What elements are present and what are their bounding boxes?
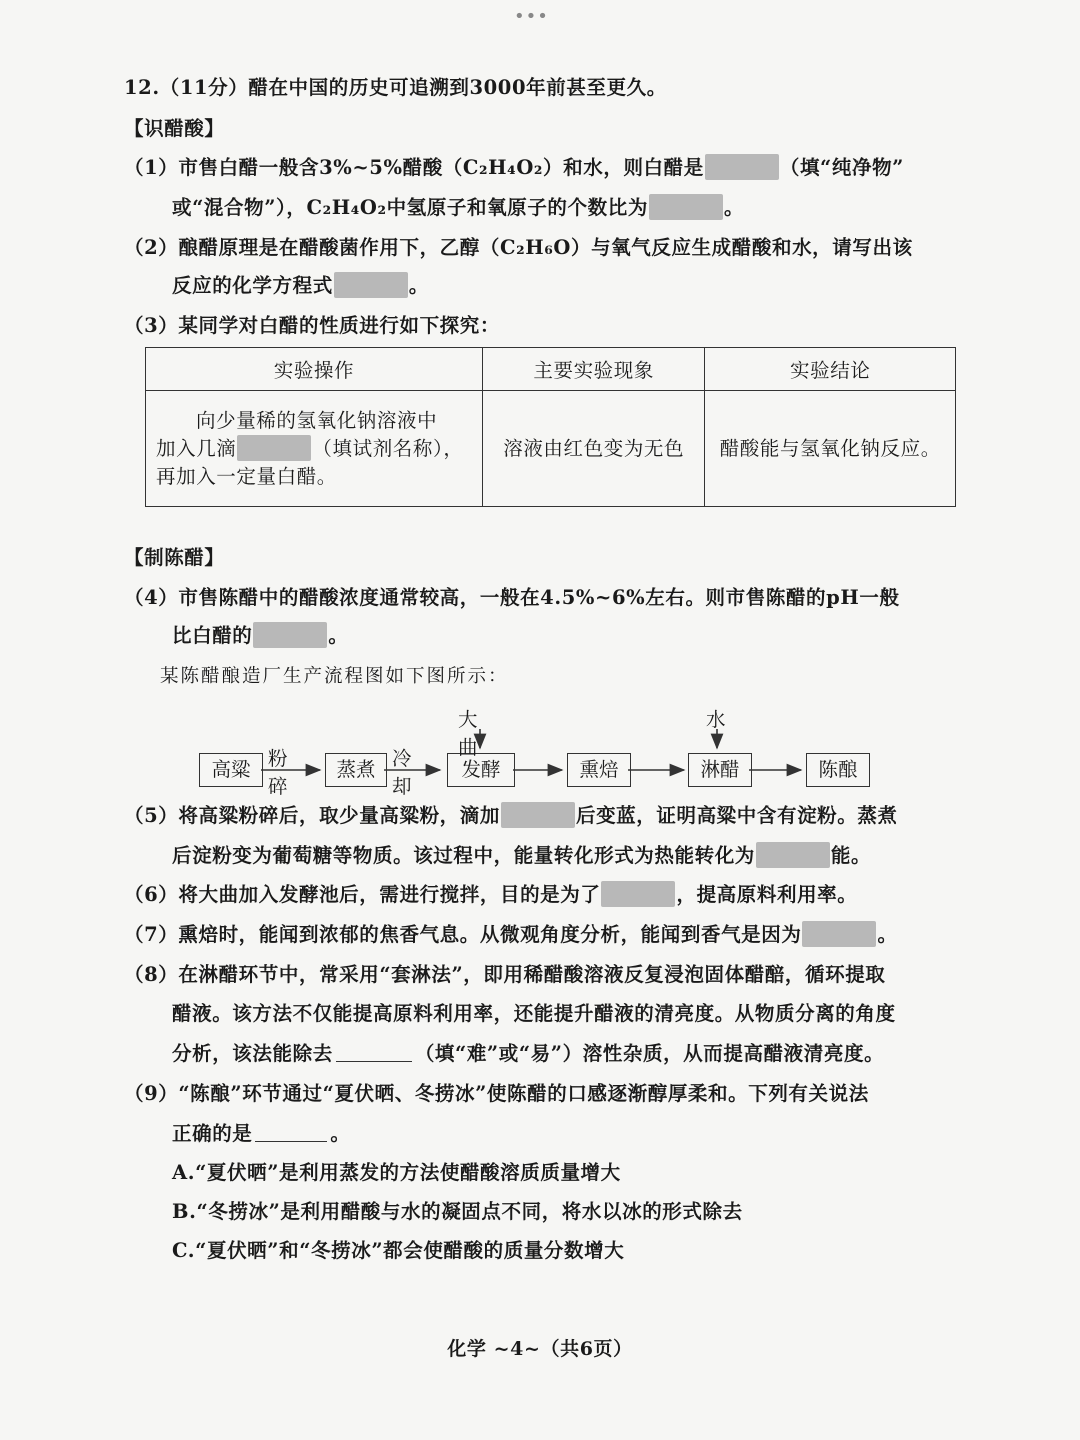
table-header-conclusion: 实验结论 bbox=[705, 348, 956, 391]
q8-line3 bbox=[172, 1040, 884, 1068]
q3-line1: （3）某同学对白醋的性质进行如下探究： bbox=[124, 314, 500, 337]
flow-step-ferment: 发酵 bbox=[447, 753, 515, 787]
operation-line3: 再加入一定量白醋。 bbox=[156, 464, 337, 488]
q1-text-c: 或“混合物”），C₂H₄O₂中氢原子和氧原子的个数比为 bbox=[172, 196, 648, 219]
answer-blank-8[interactable] bbox=[802, 921, 876, 947]
flow-caption: 某陈醋酿造厂生产流程图如下图所示： bbox=[160, 666, 509, 687]
section-title-make-vinegar: 【制陈醋】 bbox=[124, 546, 225, 569]
q5-line2 bbox=[172, 842, 871, 870]
table-cell-conclusion: 醋酸能与氢氧化钠反应。 bbox=[705, 391, 956, 507]
q8-text-a: 分析，该法能除去 bbox=[172, 1042, 333, 1065]
flow-step-sorghum: 高粱 bbox=[199, 753, 263, 787]
q4-text-a: 比白醋的 bbox=[172, 624, 253, 647]
q7-text-b: 。 bbox=[877, 923, 898, 946]
q7-line bbox=[124, 921, 898, 949]
page-footer: 化学 ~4~（共6页） bbox=[447, 1338, 633, 1360]
q9-option-c: C.“夏伏晒”和“冬捞冰”都会使醋酸的质量分数增大 bbox=[172, 1239, 625, 1262]
q9-line2 bbox=[172, 1120, 351, 1148]
table-cell-phenomenon: 溶液由红色变为无色 bbox=[482, 391, 705, 507]
q1-text-b: （填“纯净物” bbox=[779, 156, 904, 179]
flow-label-crush: 粉碎 bbox=[268, 747, 288, 798]
q5-text-b: 后变蓝，证明高粱中含有淀粉。蒸煮 bbox=[575, 804, 898, 827]
q8-line1: （8）在淋醋环节中，常采用“套淋法”，即用稀醋酸溶液反复浸泡固体醋醅，循环提取 bbox=[124, 963, 886, 986]
table-header-phenomenon: 主要实验现象 bbox=[482, 348, 705, 391]
q7-text-a: （7）熏焙时，能闻到浓郁的焦香气息。从微观角度分析，能闻到香气是因为 bbox=[124, 923, 802, 946]
flow-step-steam: 蒸煮 bbox=[325, 753, 387, 787]
flow-step-drip: 淋醋 bbox=[688, 753, 752, 787]
q5-line1 bbox=[124, 802, 898, 830]
operation-line1: 向少量稀的氢氧化钠溶液中 bbox=[196, 408, 438, 432]
operation-text-a: 加入几滴 bbox=[156, 436, 237, 460]
flow-input-water: 水 bbox=[706, 708, 726, 731]
question-title: 12.（11分）醋在中国的历史可追溯到3000年前甚至更久。 bbox=[124, 76, 667, 99]
q2-text-b: 。 bbox=[408, 274, 429, 297]
q6-line bbox=[124, 881, 857, 909]
q9-text-a: 正确的是 bbox=[172, 1122, 253, 1145]
answer-blank-6[interactable] bbox=[756, 842, 830, 868]
answer-blank-5[interactable] bbox=[501, 802, 575, 828]
q2-text-a: 反应的化学方程式 bbox=[172, 274, 333, 297]
section-title-identify-vinegar: 【识醋酸】 bbox=[124, 117, 225, 140]
flow-label-cool: 冷却 bbox=[392, 747, 412, 798]
q9-text-b: 。 bbox=[330, 1122, 351, 1145]
q6-text-b: ，提高原料利用率。 bbox=[676, 883, 858, 906]
q8-line2: 醋液。该方法不仅能提高原料利用率，还能提升醋液的清亮度。从物质分离的角度 bbox=[172, 1002, 896, 1025]
q4-text-b: 。 bbox=[328, 624, 349, 647]
q9-option-a: A.“夏伏晒”是利用蒸发的方法使醋酸溶质质量增大 bbox=[172, 1161, 621, 1184]
flow-step-bake: 熏焙 bbox=[567, 753, 631, 787]
answer-underline-q8[interactable] bbox=[336, 1043, 412, 1062]
q9-option-b: B.“冬捞冰”是利用醋酸与水的凝固点不同，将水以冰的形式除去 bbox=[172, 1200, 743, 1223]
q6-text-a: （6）将大曲加入发酵池后，需进行搅拌，目的是为了 bbox=[124, 883, 601, 906]
operation-text-b: （填试剂名称）， bbox=[312, 436, 464, 460]
q1-text-d: 。 bbox=[723, 196, 745, 219]
answer-underline-q9[interactable] bbox=[255, 1123, 327, 1142]
q4-line1: （4）市售陈醋中的醋酸浓度通常较高，一般在4.5%~6%左右。则市售陈醋的pH一般 bbox=[124, 586, 900, 609]
q2-line1: （2）酿醋原理是在醋酸菌作用下，乙醇（C₂H₆O）与氧气反应生成醋酸和水，请写出该 bbox=[124, 236, 913, 259]
q8-text-b: （填“难”或“易”）溶性杂质，从而提高醋液清亮度。 bbox=[414, 1042, 885, 1065]
q9-line1: （9）“陈酿”环节通过“夏伏晒、冬捞冰”使陈醋的口感逐渐醇厚柔和。下列有关说法 bbox=[124, 1082, 869, 1105]
table-header-operation: 实验操作 bbox=[146, 348, 483, 391]
answer-blank-7[interactable] bbox=[601, 881, 675, 907]
q5-text-a: （5）将高粱粉碎后，取少量高粱粉，滴加 bbox=[124, 804, 500, 827]
flow-step-age: 陈酿 bbox=[806, 753, 870, 787]
q5-text-d: 能。 bbox=[830, 844, 872, 867]
more-options-icon[interactable]: ••• bbox=[514, 6, 549, 27]
q5-text-c: 后淀粉变为葡萄糖等物质。该过程中，能量转化形式为热能转化为 bbox=[172, 844, 755, 867]
q1-text-a: （1）市售白醋一般含3%~5%醋酸（C₂H₄O₂）和水，则白醋是 bbox=[124, 156, 704, 179]
flow-input-daqu: 大曲 bbox=[458, 708, 478, 759]
